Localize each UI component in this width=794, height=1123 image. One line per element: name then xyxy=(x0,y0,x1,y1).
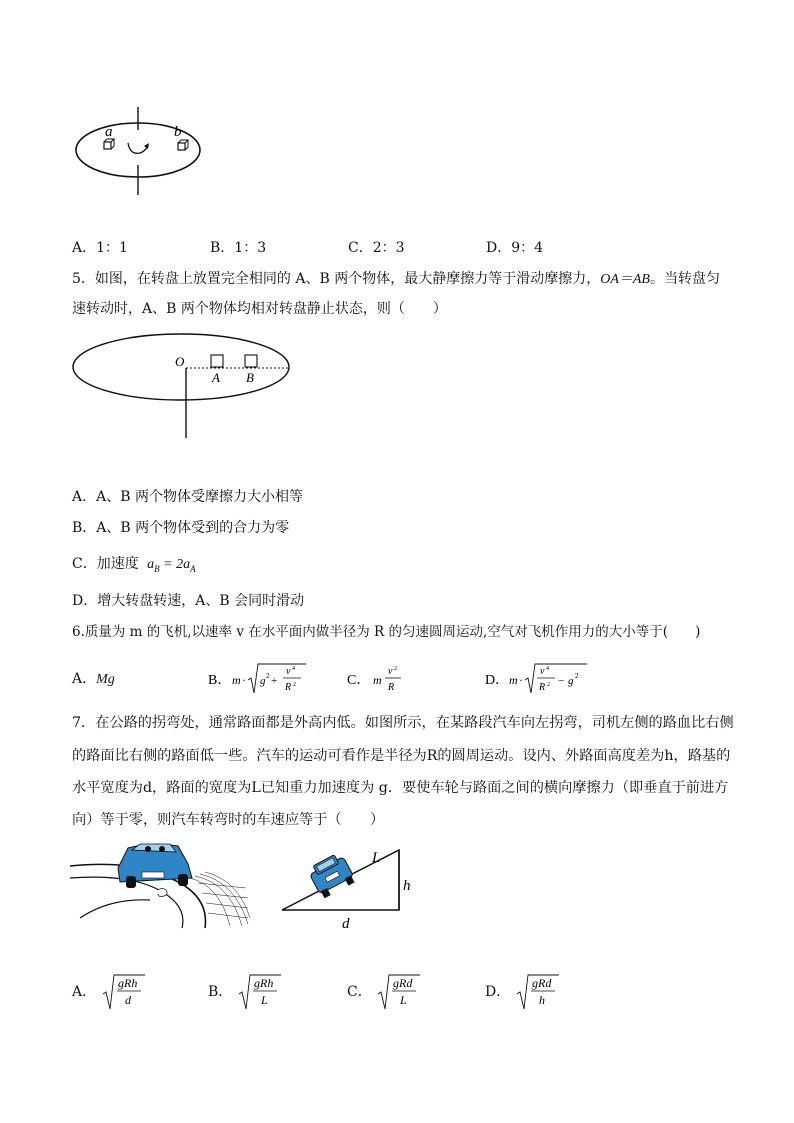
svg-text:gRh: gRh xyxy=(253,976,274,990)
svg-text:2: 2 xyxy=(394,666,397,672)
svg-text:v: v xyxy=(388,666,393,677)
svg-text:L: L xyxy=(400,993,407,1007)
q5-option-b[interactable]: B．A、B 两个物体受到的合力为零 xyxy=(72,520,290,536)
q4-option-b[interactable]: B．1：3 xyxy=(210,240,267,256)
svg-text:v: v xyxy=(540,666,545,677)
svg-text:m: m xyxy=(509,673,518,687)
svg-text:g: g xyxy=(260,675,266,687)
svg-text:2: 2 xyxy=(547,682,550,688)
q7-stem-line1: 7．在公路的拐弯处，通常路面都是外高内低。如图所示，在某路段汽车向左拐弯，司机左侧的路血比右侧 xyxy=(72,715,734,731)
svg-text:R: R xyxy=(539,682,546,693)
svg-text:D．: D． xyxy=(485,673,510,688)
q7-option-b[interactable]: B． gRh L xyxy=(208,972,282,1012)
q7-option-c[interactable]: C． gRd L xyxy=(347,972,421,1012)
svg-text:g: g xyxy=(568,675,574,687)
q6-option-c[interactable] xyxy=(347,660,417,698)
q4-option-c[interactable]: C．2：3 xyxy=(348,240,405,256)
label-l: L xyxy=(372,850,381,866)
q7-option-b-formula xyxy=(237,972,282,1012)
q5-option-d[interactable]: D．增大转盘转速，A、B 会同时滑动 xyxy=(72,593,305,609)
block-b xyxy=(178,140,188,150)
label-b: B xyxy=(246,370,254,385)
svg-text:·: · xyxy=(519,673,523,687)
svg-text:−: − xyxy=(558,675,565,687)
q6-option-b-formula xyxy=(208,660,308,698)
q6-option-b[interactable] xyxy=(208,660,308,698)
q6-option-c-formula xyxy=(347,660,417,698)
block-a xyxy=(104,139,114,149)
svg-text:m: m xyxy=(373,673,382,687)
block-b xyxy=(245,355,257,367)
q7-stem-line4: 向）等于零，则汽车转弯时的车速应等于（ ） xyxy=(72,812,385,828)
q5-stem-line1: 5．如图，在转盘上放置完全相同的 A、B 两个物体，最大静摩擦力等于滑动摩擦力，OA＝AB。当转盘匀 xyxy=(72,271,720,287)
q6-option-d[interactable] xyxy=(485,660,590,698)
svg-text:2: 2 xyxy=(266,672,270,680)
q7-stem-line3: 水平宽度为d，路面的宽度为L已知重力加速度为 g．要使车轮与路面之间的横向摩擦力（即垂直于前进方 xyxy=(72,780,729,796)
svg-text:+: + xyxy=(271,675,278,687)
svg-text:4: 4 xyxy=(546,666,549,672)
q7-option-a[interactable]: A． gRh d xyxy=(72,972,146,1012)
q5-option-c[interactable]: C．加速度 $a_B = 2a_A$ xyxy=(72,556,196,574)
label-h: h xyxy=(403,878,411,894)
q5-eq-oa-ab: OA＝AB xyxy=(600,272,650,287)
svg-text:L: L xyxy=(260,993,268,1007)
svg-text:d: d xyxy=(124,993,131,1007)
label-a: a xyxy=(105,124,113,140)
q4-option-a[interactable]: A．1：1 xyxy=(72,240,128,256)
svg-text:h: h xyxy=(538,993,545,1007)
svg-text:v: v xyxy=(286,666,291,677)
q4-disc-figure xyxy=(70,105,210,200)
q7-incline-diagram xyxy=(278,840,418,935)
q4-option-d[interactable]: D．9：4 xyxy=(486,240,544,256)
label-d: d xyxy=(342,916,350,932)
q6-stem: 6.质量为 m 的飞机,以速率 v 在水平面内做半径为 R 的匀速圆周运动,空气对飞机作用力的大小等于( ) xyxy=(72,624,701,640)
label-a: A xyxy=(212,370,220,385)
svg-text:4: 4 xyxy=(292,666,295,672)
q7-stem-line2: 的路面比右侧的路面低一些。汽车的运动可看作是半径为R的圆周运动。设内、外路面高度差为h，路基的 xyxy=(72,748,731,764)
q7-option-d-formula xyxy=(515,972,560,1012)
q5-option-c-formula: $a_B = 2a_A$ xyxy=(147,557,196,574)
q6-option-a[interactable]: A．Mg xyxy=(72,671,115,687)
q7-option-c-formula xyxy=(376,972,421,1012)
q5-stem-line2: 速转动时，A、B 两个物体均相对转盘静止状态，则（ ） xyxy=(72,301,447,317)
svg-text:m: m xyxy=(232,673,241,687)
svg-text:R: R xyxy=(285,682,292,693)
svg-text:·: · xyxy=(242,673,246,687)
q6-option-d-formula xyxy=(485,660,590,698)
svg-text:2: 2 xyxy=(575,672,579,680)
svg-text:C．: C． xyxy=(347,673,371,688)
block-a xyxy=(211,355,223,367)
q7-car-road-illustration xyxy=(70,838,250,930)
svg-text:R: R xyxy=(388,682,395,693)
car-icon xyxy=(118,844,192,897)
label-o: O xyxy=(175,354,185,369)
svg-text:gRh: gRh xyxy=(117,976,137,990)
q5-option-a[interactable]: A．A、B 两个物体受摩擦力大小相等 xyxy=(72,489,303,505)
label-b: b xyxy=(174,124,182,140)
tilted-car-icon xyxy=(307,851,357,899)
svg-text:B．: B． xyxy=(208,673,232,688)
svg-text:gRd: gRd xyxy=(393,976,413,990)
q7-option-d[interactable]: D． gRd h xyxy=(485,972,560,1012)
svg-text:gRd: gRd xyxy=(531,976,552,990)
svg-text:2: 2 xyxy=(293,682,296,688)
q5-turntable-figure xyxy=(70,330,295,442)
q7-option-a-formula xyxy=(101,972,146,1012)
